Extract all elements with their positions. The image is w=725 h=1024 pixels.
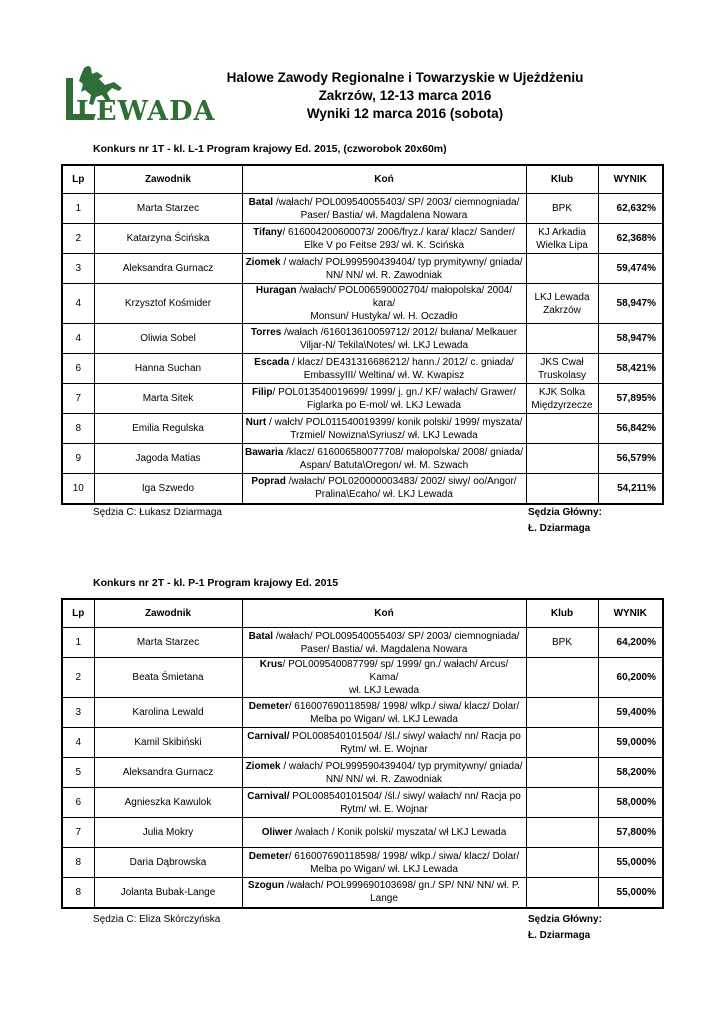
page-header [220,69,590,123]
horse-name: Poprad [251,476,286,488]
cell-score: 58,000% [598,788,663,818]
table-header-row [62,599,663,628]
cell-lp: 1 [62,194,94,224]
horse-details-line1: / 616007690118598/ 1998/ wlkp./ siwa/ klacz/ Dolar/ [288,850,520,862]
horse-details-line2: Rytm/ wł. E. Wojnar [340,803,428,815]
horse-details-line1: / 616004200600073/ 2006/fryz./ kara/ klacz/ Sander/ [282,226,515,238]
table-row [62,284,663,324]
cell-horse [242,728,526,758]
cell-lp: 2 [62,224,94,254]
cell-club [526,254,598,284]
horse-details-line1: /wałach/ POL009540055403/ SP/ 2003/ ciemnogniada/ [273,196,520,208]
horse-details-line2: EmbassyIII/ Weltina/ wł. W. Kwapisz [303,369,465,381]
horse-name: Batal [248,196,274,208]
cell-club [526,324,598,354]
horse-details-line2: Trzmiel/ Nowizna\Syriusz/ wł. LKJ Lewada [290,429,478,441]
horse-details-line1: / klacz/ DE431316686212/ hann./ 2012/ c. gniada/ [289,356,514,368]
cell-club [526,878,598,908]
horse-details-line1: / 616007690118598/ 1998/ wlkp./ siwa/ klacz/ Dolar/ [288,700,520,712]
horse-name: Bawaria [245,446,284,458]
cell-horse [242,878,526,908]
horse-name: Tifany [253,226,283,238]
cell-rider: Aleksandra Gurnacz [94,254,242,284]
cell-rider: Marta Starzec [94,194,242,224]
horse-details-line2: NN/ NN/ wł. R. Zawodniak [325,269,443,281]
horse-details-line1: / wałach/ POL999590439404/ typ prymitywny/ gniada/ [280,760,523,772]
cell-rider: Hanna Suchan [94,354,242,384]
col-score: WYNIK [598,599,663,628]
logo-text: LEWADA [76,96,216,127]
cell-rider: Agnieszka Kawulok [94,788,242,818]
horse-details-line1: POL008540101504/ /śl./ siwy/ wałach/ nn/ Racja po [289,790,521,802]
cell-club [526,414,598,444]
table-row [62,474,663,504]
col-club: Klub [526,599,598,628]
horse-name: Filip [251,386,273,398]
horse-details-line2: Paser/ Bastia/ wł. Magdalena Nowara [300,209,468,221]
table-row [62,848,663,878]
horse-name: Batal [248,630,274,642]
horse-details-line2: Pralina\Ecaho/ wł. LKJ Lewada [315,489,453,501]
horse-details-line1: /wałach/ POL006590002704/ małopolska/ 2004/ kara/ [296,285,513,309]
horse-name: Krus [259,659,283,670]
horse-name: Demeter [248,700,289,712]
horse-details-line1: / wałach/ POL999590439404/ typ prymitywny/ gniada/ [280,256,523,268]
cell-club: KJ Arkadia Wielka Lipa [526,224,598,254]
horse-name: Carnival/ [247,730,290,742]
cell-club: BPK [526,628,598,658]
cell-club: LKJ Lewada Zakrzów [526,284,598,324]
col-score: WYNIK [598,165,663,194]
cell-club: JKS Cwał Truskolasy [526,354,598,384]
table-row [62,414,663,444]
horse-name: Torres [250,326,282,338]
cell-score: 58,947% [598,324,663,354]
cell-rider: Marta Starzec [94,628,242,658]
cell-lp: 9 [62,444,94,474]
cell-score: 59,400% [598,698,663,728]
horse-details-line1: /wałach/ POL999690103698/ gn./ SP/ NN/ NN/ wł. P. [284,880,521,892]
cell-horse [242,848,526,878]
cell-lp: 2 [62,658,94,698]
table-row [62,878,663,908]
cell-score: 57,800% [598,818,663,848]
cell-score: 62,368% [598,224,663,254]
table-row [62,628,663,658]
cell-club [526,818,598,848]
cell-lp: 8 [62,878,94,908]
horse-details-line2: Figlarka po E-mol/ wł. LKJ Lewada [307,399,461,411]
table-row [62,444,663,474]
horse-details-line2: Paser/ Bastia/ wł. Magdalena Nowara [300,643,468,655]
cell-lp: 4 [62,324,94,354]
contest2-results-table [61,598,664,909]
cell-horse [242,254,526,284]
cell-horse [242,758,526,788]
cell-club [526,848,598,878]
horse-name: Nurt [245,416,267,428]
table-row [62,354,663,384]
cell-lp: 5 [62,758,94,788]
cell-horse [242,224,526,254]
horse-details-line2: Elke V po Feitse 293/ wł. K. Scińska [303,239,465,251]
col-rider: Zawodnik [94,165,242,194]
horse-name: Ziomek [245,256,281,268]
cell-horse [242,384,526,414]
horse-details-line1: POL008540101504/ /śl./ siwy/ wałach/ nn/ Racja po [289,730,521,742]
cell-club [526,444,598,474]
cell-horse [242,818,526,848]
cell-horse [242,284,526,324]
cell-score: 57,895% [598,384,663,414]
cell-score: 55,000% [598,848,663,878]
horse-details-line2: NN/ NN/ wł. R. Zawodniak [325,773,443,785]
col-horse: Koń [242,599,526,628]
cell-horse [242,414,526,444]
table-row [62,728,663,758]
col-horse: Koń [242,165,526,194]
horse-name: Carnival/ [247,790,290,802]
col-lp: Lp [62,165,94,194]
cell-rider: Krzysztof Kośmider [94,284,242,324]
horse-name: Demeter [248,850,289,862]
cell-lp: 10 [62,474,94,504]
cell-horse [242,194,526,224]
cell-score: 54,211% [598,474,663,504]
cell-score: 60,200% [598,658,663,698]
contest2-judge: Sędzia C: Eliza Skórczyńska [93,914,221,925]
table-row [62,818,663,848]
col-club: Klub [526,165,598,194]
horse-details-line1: /wałach / Konik polski/ myszata/ wł LKJ Lewada [292,827,507,838]
lewada-logo [62,64,216,130]
horse-details-line1: / POL009540087799/ sp/ 1999/ gn./ wałach/ Arcus/ Kama/ [282,659,509,683]
event-location-date: Zakrzów, 12-13 marca 2016 [318,88,492,103]
head-judge-name: Ł. Dziarmaga [528,523,591,534]
table-row [62,324,663,354]
cell-lp: 6 [62,354,94,384]
cell-club: KJK Solka Międzyrzecze [526,384,598,414]
table-row [62,194,663,224]
table-row [62,658,663,698]
horse-details-line2: Rytm/ wł. E. Wojnar [340,743,428,755]
cell-rider: Jolanta Bubak-Lange [94,878,242,908]
cell-score: 55,000% [598,878,663,908]
cell-score: 59,000% [598,728,663,758]
cell-score: 58,200% [598,758,663,788]
cell-lp: 4 [62,728,94,758]
cell-rider: Beata Śmietana [94,658,242,698]
table-row [62,788,663,818]
cell-rider: Jagoda Matias [94,444,242,474]
horse-details-line1: /wałach/ POL009540055403/ SP/ 2003/ ciemnogniada/ [273,630,520,642]
cell-rider: Emilia Regulska [94,414,242,444]
cell-lp: 3 [62,254,94,284]
cell-rider: Kamil Skibiński [94,728,242,758]
cell-score: 58,947% [598,284,663,324]
horse-details-line1: /klacz/ 616006580077708/ małopolska/ 2008/ gniada/ [283,446,523,458]
cell-club [526,728,598,758]
horse-name: Oliwer [261,827,293,838]
horse-details-line2: wł. LKJ Lewada [348,685,420,696]
table-row [62,758,663,788]
cell-horse [242,324,526,354]
head-judge-label: Sędzia Główny: [528,914,602,925]
table-header-row [62,165,663,194]
table-row [62,698,663,728]
contest2-head-judge [528,912,602,944]
cell-rider: Karolina Lewald [94,698,242,728]
cell-lp: 4 [62,284,94,324]
cell-club [526,658,598,698]
col-lp: Lp [62,599,94,628]
event-title: Halowe Zawody Regionalne i Towarzyskie w Ujeżdżeniu [226,70,584,85]
horse-details-line1: / wałch/ POL011540019399/ konik polski/ 1999/ myszata/ [266,416,523,428]
cell-horse [242,698,526,728]
cell-lp: 8 [62,414,94,444]
contest1-judge: Sędzia C: Łukasz Dziarmaga [93,507,222,518]
cell-rider: Marta Sitek [94,384,242,414]
horse-details-line2: Melba po Wigan/ wł. LKJ Lewada [310,863,458,875]
cell-lp: 3 [62,698,94,728]
cell-lp: 1 [62,628,94,658]
cell-rider: Oliwia Sobel [94,324,242,354]
cell-score: 59,474% [598,254,663,284]
cell-score: 64,200% [598,628,663,658]
results-date: Wyniki 12 marca 2016 (sobota) [306,106,504,121]
cell-rider: Daria Dąbrowska [94,848,242,878]
head-judge-name: Ł. Dziarmaga [528,930,591,941]
horse-details-line2: Viljar-N/ Tekila\Notes/ wł. LKJ Lewada [299,339,469,351]
cell-club: BPK [526,194,598,224]
horse-details-line1: /wałach/ POL020000003483/ 2002/ siwy/ oo/Angor/ [285,476,517,488]
table-row [62,254,663,284]
table-row [62,384,663,414]
head-judge-label: Sędzia Główny: [528,507,602,518]
cell-club [526,698,598,728]
cell-lp: 6 [62,788,94,818]
horse-name: Ziomek [245,760,281,772]
cell-score: 56,579% [598,444,663,474]
contest2-title: Konkurs nr 2T - kl. P-1 Program krajowy Ed. 2015 [93,577,339,589]
cell-club [526,788,598,818]
cell-lp: 8 [62,848,94,878]
cell-rider: Aleksandra Gurnacz [94,758,242,788]
horse-details-line2: Aspan/ Batuta\Oregon/ wł. M. Szwach [299,459,469,471]
cell-horse [242,658,526,698]
cell-horse [242,474,526,504]
horse-details-line2: Monsun/ Hustyka/ wł. H. Oczadło [310,311,458,322]
table-row [62,224,663,254]
cell-horse [242,354,526,384]
cell-score: 56,842% [598,414,663,444]
cell-score: 62,632% [598,194,663,224]
horse-name: Escada [254,356,290,368]
horse-details-line1: / POL013540019699/ 1999/ j. gn./ KF/ wałach/ Grawer/ [272,386,517,398]
horse-details-line1: /wałach /616013610059712/ 2012/ bułana/ Melkauer [281,326,518,338]
horse-details-line2: Melba po Wigan/ wł. LKJ Lewada [310,713,458,725]
col-rider: Zawodnik [94,599,242,628]
contest1-title: Konkurs nr 1T - kl. L-1 Program krajowy Ed. 2015, (czworobok 20x60m) [93,143,447,155]
cell-club [526,758,598,788]
cell-rider: Julia Mokry [94,818,242,848]
cell-horse [242,788,526,818]
contest1-head-judge [528,505,602,537]
cell-horse [242,628,526,658]
cell-horse [242,444,526,474]
horse-name: Huragan [255,285,297,296]
horse-details-line2: Lange [370,893,398,905]
cell-club [526,474,598,504]
cell-lp: 7 [62,384,94,414]
cell-lp: 7 [62,818,94,848]
horse-name: Szogun [247,880,285,892]
cell-rider: Katarzyna Ścińska [94,224,242,254]
contest1-results-table [61,164,664,505]
cell-rider: Iga Szwedo [94,474,242,504]
cell-score: 58,421% [598,354,663,384]
